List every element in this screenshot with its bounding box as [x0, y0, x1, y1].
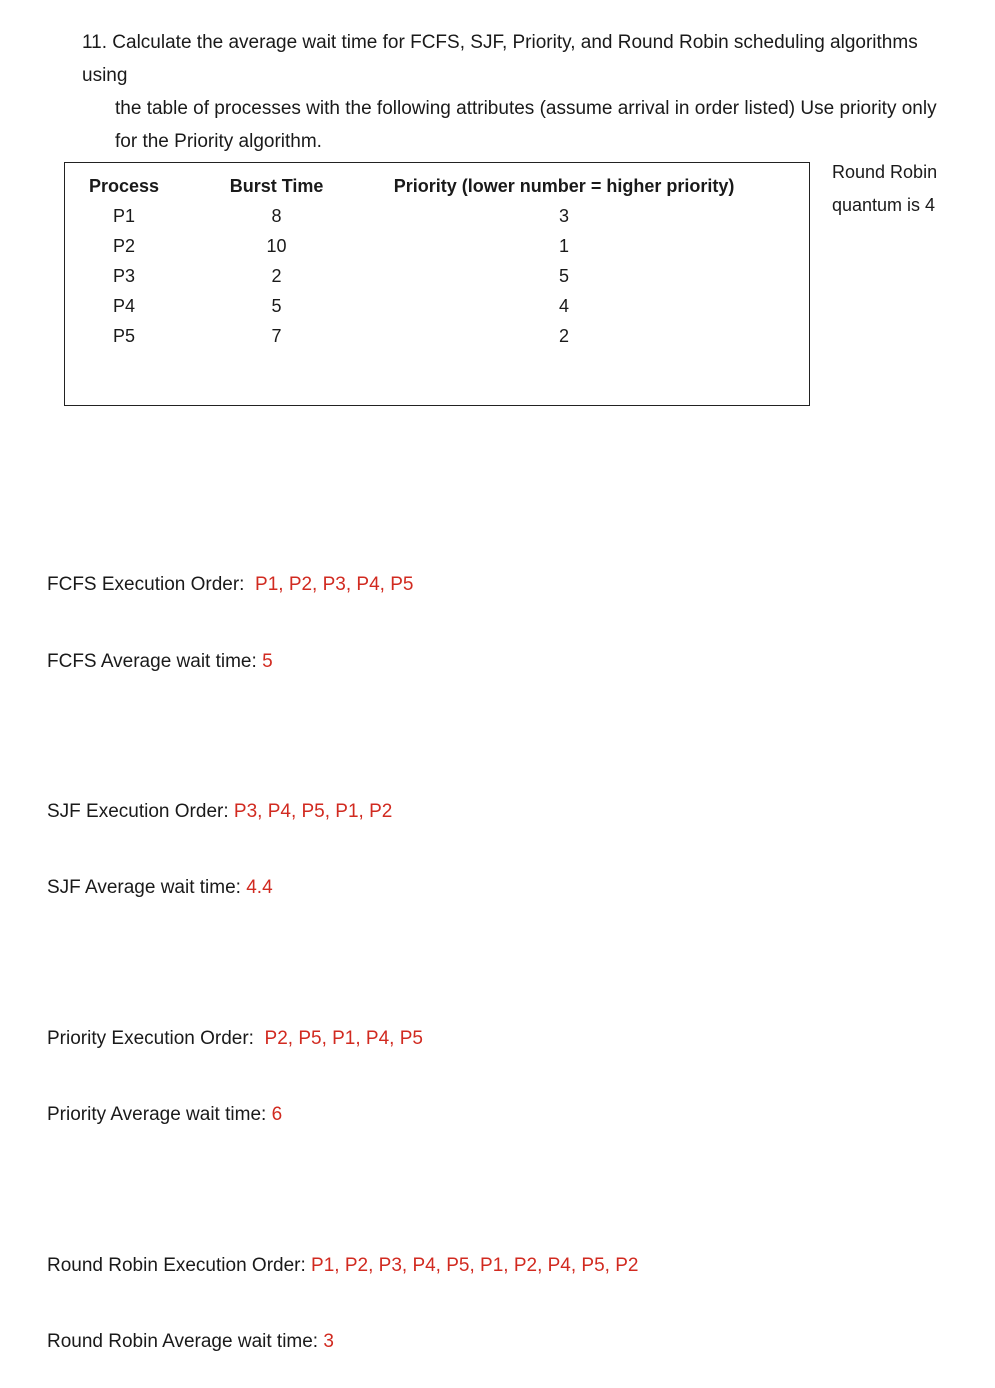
burst-cell: 7: [271, 325, 282, 346]
priority-cell: 5: [559, 265, 570, 286]
priority-cell: 1: [559, 235, 570, 256]
table-header-row: [89, 171, 779, 201]
burst-cell: 8: [271, 205, 282, 226]
header-process: Process: [89, 175, 160, 196]
question-text: [82, 26, 962, 158]
table-row: [89, 291, 779, 321]
rr-wait-label: Round Robin Average wait time:: [47, 1331, 319, 1352]
rr-order-value: P1, P2, P3, P4, P5, P1, P2, P4, P5, P2: [311, 1255, 639, 1276]
priority-wait-value: 6: [271, 1104, 283, 1125]
process-cell: P2: [113, 235, 136, 256]
priority-order-answer: [47, 1028, 423, 1050]
burst-cell: 10: [266, 235, 287, 256]
side-note-line-1: Round Robin: [832, 162, 938, 182]
fcfs-wait-value: 5: [262, 651, 273, 672]
table-row: [89, 261, 779, 291]
burst-cell: 2: [271, 265, 282, 286]
process-table: [89, 171, 779, 351]
header-burst-time: Burst Time: [229, 175, 324, 196]
table-row: [89, 201, 779, 231]
table-row: [89, 231, 779, 261]
fcfs-order-answer: [47, 574, 413, 596]
rr-wait-value: 3: [323, 1331, 334, 1352]
rr-order-label: Round Robin Execution Order:: [47, 1255, 306, 1276]
rr-wait-answer: [47, 1331, 334, 1353]
priority-cell: 3: [559, 205, 570, 226]
header-priority: Priority (lower number = higher priority): [393, 175, 735, 196]
rr-order-answer: [47, 1255, 638, 1277]
priority-cell: 2: [559, 325, 570, 346]
process-cell: P5: [113, 325, 136, 346]
fcfs-order-label: FCFS Execution Order:: [47, 574, 245, 595]
sjf-order-value: P3, P4, P5, P1, P2: [233, 801, 393, 822]
sjf-wait-value: 4.4: [246, 877, 273, 898]
table-row: [89, 321, 779, 351]
burst-cell: 5: [271, 295, 282, 316]
sjf-wait-label: SJF Average wait time:: [47, 877, 241, 898]
process-cell: P1: [113, 205, 136, 226]
process-table-box: [64, 162, 810, 406]
question-line-1: Calculate the average wait time for FCFS, SJF, Priority, and Round Robin scheduling algorithms using: [82, 32, 918, 86]
sjf-order-answer: [47, 801, 392, 823]
process-cell: P4: [113, 295, 136, 316]
priority-cell: 4: [559, 295, 570, 316]
priority-order-value: P2, P5, P1, P4, P5: [264, 1028, 423, 1049]
question-line-3: for the Priority algorithm.: [115, 131, 322, 152]
priority-wait-answer: [47, 1104, 282, 1126]
priority-order-label: Priority Execution Order:: [47, 1028, 254, 1049]
question-line-2: the table of processes with the following attributes (assume arrival in order listed) Use priority only: [115, 98, 937, 119]
process-cell: P3: [113, 265, 136, 286]
priority-wait-label: Priority Average wait time:: [47, 1104, 267, 1125]
round-robin-quantum-note: [832, 156, 982, 222]
fcfs-wait-answer: [47, 651, 273, 673]
fcfs-wait-label: FCFS Average wait time:: [47, 651, 257, 672]
fcfs-order-value: P1, P2, P3, P4, P5: [255, 574, 414, 595]
sjf-order-label: SJF Execution Order:: [47, 801, 229, 822]
sjf-wait-answer: [47, 877, 273, 899]
side-note-line-2: quantum is 4: [832, 195, 936, 215]
question-number: 11.: [82, 32, 108, 53]
